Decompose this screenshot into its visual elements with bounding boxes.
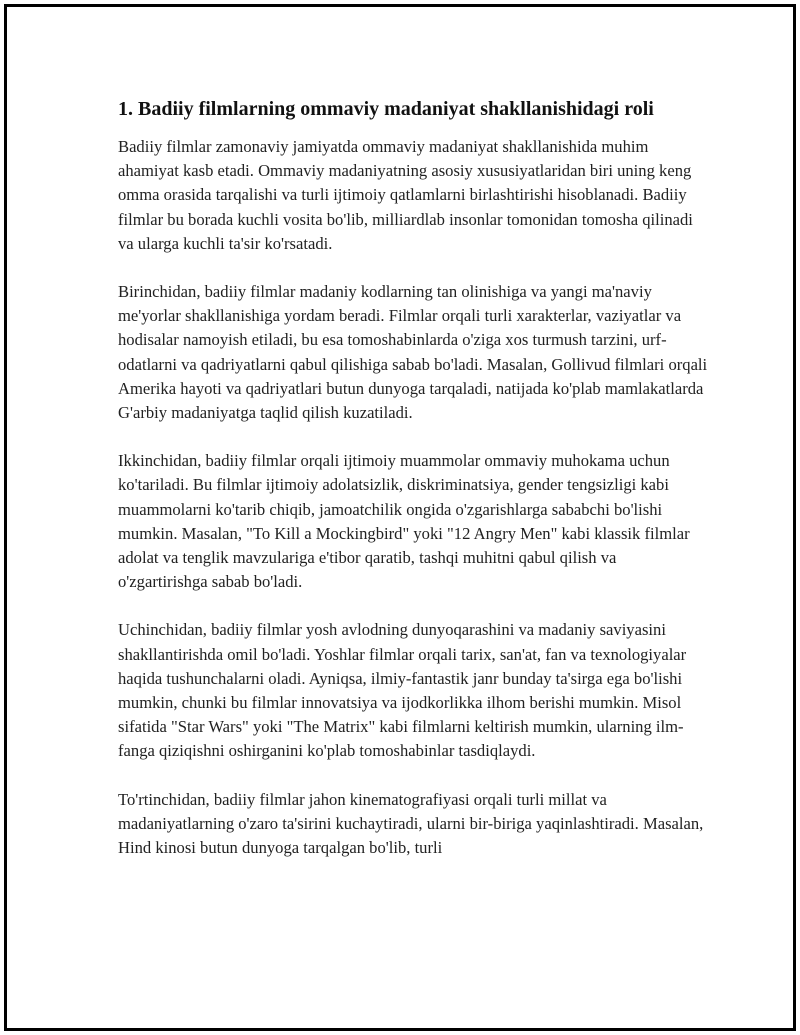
paragraph-third: Uchinchidan, badiiy filmlar yosh avlodning dunyoqarashini va madaniy saviyasini shakllantirishda omil bo'ladi. Yoshlar filmlar orqali tarix, san'at, fan va texnologiyalar haqida tushunchalarni oladi. Ayniqsa, ilmiy-fantastik janr bunday ta'sirga ega bo'lishi mumkin, chunki bu filmlar innovatsiya va ijodkorlikka ilhom berishi mumkin. Misol sifatida "Star Wars" yoki "The Matrix" kabi filmlarni keltirish mumkin, ularning ilm-fanga qiziqishni oshirganini ko'plab tomoshabinlar tasdiqlaydi. (118, 620, 687, 761)
paragraph-intro: Badiiy filmlar zamonaviy jamiyatda ommaviy madaniyat shakllanishida muhim ahamiyat kasb etadi. Ommaviy madaniyatning asosiy xususiyatlaridan biri uning keng omma orasida tarqalishi va turli ijtimoiy qatlamlarni birlashtirishi hisoblanadi. Badiiy filmlar bu borada kuchli vosita bo'lib, milliardlab insonlar tomonidan tomosha qilinadi va ularga kuchli ta'sir ko'rsatadi. (118, 137, 693, 253)
paragraph-second: Ikkinchidan, badiiy filmlar orqali ijtimoiy muammolar ommaviy muhokama uchun ko'tariladi. Bu filmlar ijtimoiy adolatsizlik, diskriminatsiya, gender tengsizligi kabi muammolarni ko'tarib chiqib, jamoatchilik ongida o'zgarishlarga sababchi bo'lishi mumkin. Masalan, "To Kill a Mockingbird" yoki "12 Angry Men" kabi klassik filmlar adolat va tenglik mavzulariga e'tibor qaratib, tashqi muhitni qabul qilish va o'zgartirishga sabab bo'ladi. (118, 451, 690, 592)
section-heading: 1. Badiiy filmlarning ommaviy madaniyat shakllanishidagi roli (118, 98, 654, 120)
paragraph-first: Birinchidan, badiiy filmlar madaniy kodlarning tan olinishiga va yangi ma'naviy me'yorlar shakllanishiga yordam beradi. Filmlar orqali turli xarakterlar, vaziyatlar va hodisalar namoyish etiladi, bu esa tomoshabinlarda o'ziga xos turmush tarzini, urf-odatlarni va qadriyatlarni qabul qilishiga sabab bo'ladi. Masalan, Gollivud filmlari orqali Amerika hayoti va qadriyatlari butun dunyoga tarqaladi, natijada ko'plab mamlakatlarda G'arbiy madaniyatga taqlid qilish kuzatiladi. (118, 282, 708, 423)
paragraph-fourth: To'rtinchidan, badiiy filmlar jahon kinematografiyasi orqali turli millat va madaniyatlarning o'zaro ta'sirini kuchaytiradi, ularni bir-biriga yaqinlashtiradi. Masalan, Hind kinosi butun dunyoga tarqalgan bo'lib, turli (118, 789, 704, 858)
document-body (118, 96, 708, 884)
